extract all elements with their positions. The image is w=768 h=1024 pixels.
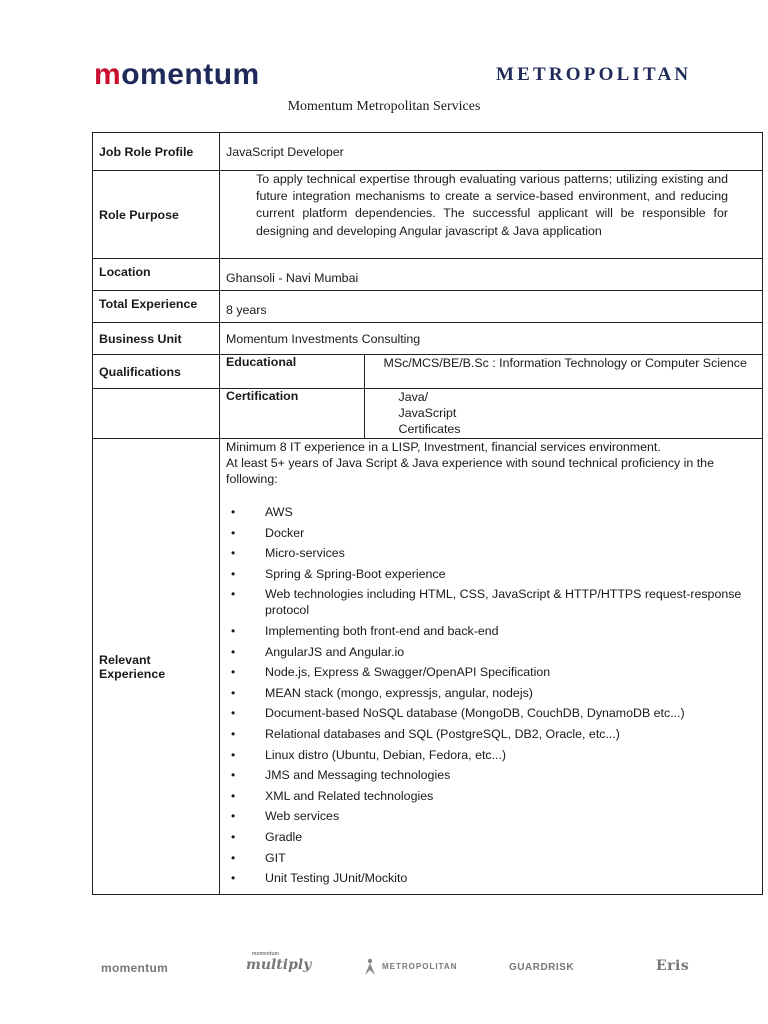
list-item: • Web technologies including HTML, CSS, JavaScript & HTTP/HTTPS request-response protocol: [226, 586, 756, 618]
job-role-profile-value: JavaScript Developer: [220, 133, 763, 171]
row-relevant-experience: [93, 439, 763, 895]
list-item: • Node.js, Express & Swagger/OpenAPI Specification: [226, 664, 756, 680]
footer-multiply-logo: momentum multiply: [246, 951, 312, 973]
momentum-logo: momentum: [94, 58, 260, 91]
list-item: • Web services: [226, 808, 756, 824]
location-label: Location: [93, 259, 220, 291]
educational-value: MSc/MCS/BE/B.Sc : Information Technology or Computer Science: [383, 356, 747, 370]
list-item: • Micro-services: [226, 545, 756, 561]
certification-value: [364, 389, 762, 438]
document-title: Momentum Metropolitan Services: [287, 99, 481, 114]
list-item: • Linux distro (Ubuntu, Debian, Fedora, etc...): [226, 747, 756, 763]
list-item: • Unit Testing JUnit/Mockito: [226, 870, 756, 886]
total-experience-value: 8 years: [220, 291, 763, 323]
list-item: • Document-based NoSQL database (MongoDB, CouchDB, DynamoDB etc...): [226, 705, 756, 721]
list-item: • AngularJS and Angular.io: [226, 644, 756, 660]
skills-list: [226, 504, 756, 886]
footer-metropolitan-logo: METROPOLITAN: [362, 958, 457, 976]
footer-guardrisk-logo: GUARDRISK: [509, 962, 575, 973]
list-item: • AWS: [226, 504, 756, 520]
metropolitan-logo: METROPOLITAN: [496, 64, 692, 85]
list-item: • Implementing both front-end and back-end: [226, 623, 756, 639]
row-role-purpose: [93, 171, 763, 259]
educational-label: Educational: [220, 355, 364, 388]
role-purpose-label: Role Purpose: [93, 171, 220, 259]
business-unit-label: Business Unit: [93, 323, 220, 355]
certification-line: Java/: [398, 390, 429, 404]
certification-line: JavaScript: [398, 406, 457, 420]
qualifications-label: Qualifications: [93, 355, 220, 389]
job-profile-table: [92, 132, 763, 895]
list-item: • Gradle: [226, 829, 756, 845]
list-item: • Relational databases and SQL (PostgreSQL, DB2, Oracle, etc...): [226, 726, 756, 742]
empty-cell: [93, 389, 220, 439]
location-value: Ghansoli - Navi Mumbai: [220, 259, 763, 291]
footer-momentum-logo: momentum: [101, 961, 169, 975]
row-total-experience: [93, 291, 763, 323]
certification-label: Certification: [220, 389, 364, 438]
list-item: • JMS and Messaging technologies: [226, 767, 756, 783]
list-item: • GIT: [226, 850, 756, 866]
certification-line: Certificates: [398, 422, 461, 436]
list-item: • XML and Related technologies: [226, 788, 756, 804]
row-location: [93, 259, 763, 291]
job-role-profile-label: Job Role Profile: [93, 133, 220, 171]
experience-intro: Minimum 8 IT experience in a LISP, Investment, financial services environment.: [226, 440, 661, 454]
list-item: • Docker: [226, 525, 756, 541]
experience-intro: At least 5+ years of Java Script & Java experience with sound technical proficiency in the following:: [226, 456, 714, 486]
role-purpose-value: To apply technical expertise through evaluating various patterns; utilizing existing and future integration mechanisms to create a service-based environment, and reducing current platform dependencies. The successful applicant will be responsible for designing and developing Angular javascript & Java application: [220, 171, 763, 259]
list-item: • MEAN stack (mongo, expressjs, angular, nodejs): [226, 685, 756, 701]
row-job-role-profile: [93, 133, 763, 171]
relevant-experience-value: [220, 439, 763, 895]
row-business-unit: [93, 323, 763, 355]
footer-eris-logo: Eris: [656, 958, 690, 974]
relevant-experience-label: Relevant Experience: [93, 439, 220, 895]
total-experience-label: Total Experience: [93, 291, 220, 323]
row-qualifications-educational: [93, 355, 763, 389]
row-qualifications-certification: [93, 389, 763, 439]
list-item: • Spring & Spring-Boot experience: [226, 566, 756, 582]
metropolitan-figure-icon: [362, 958, 378, 976]
business-unit-value: Momentum Investments Consulting: [220, 323, 763, 355]
